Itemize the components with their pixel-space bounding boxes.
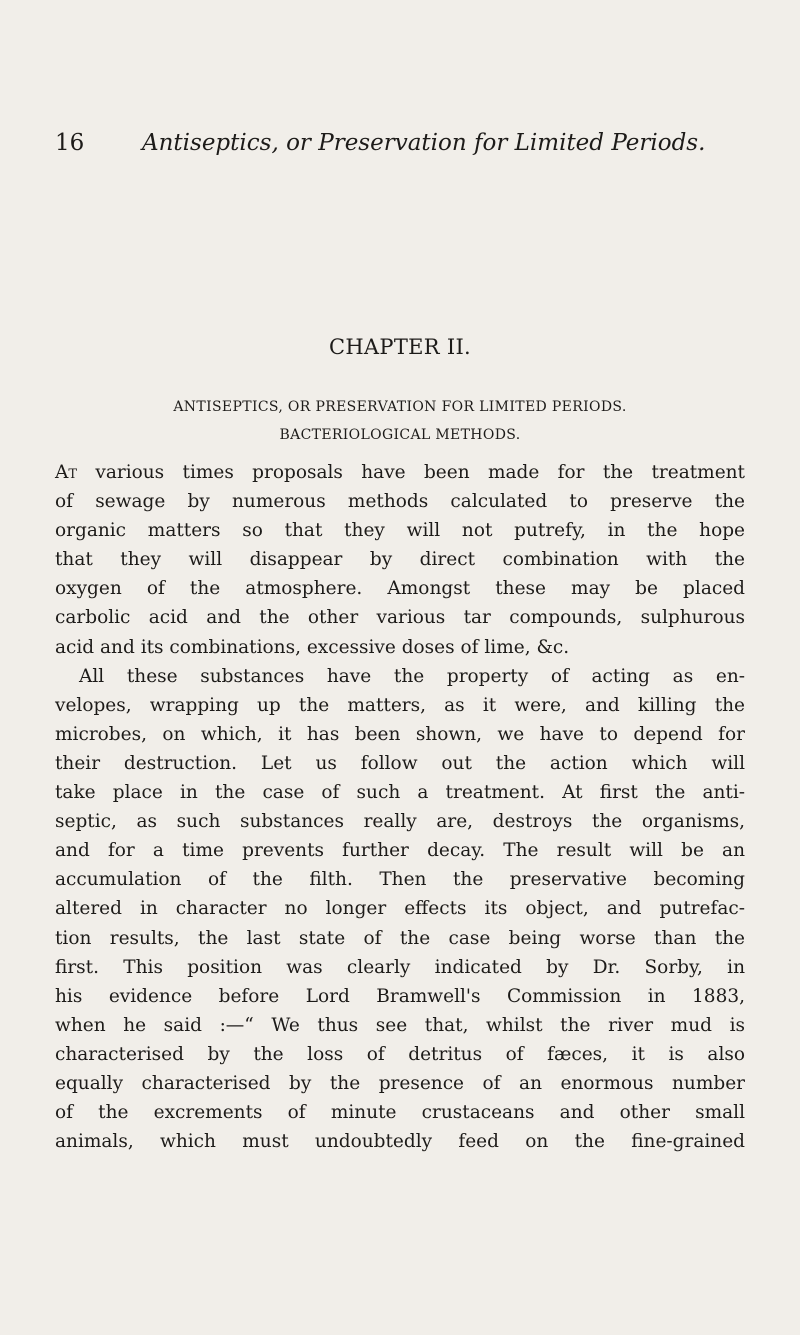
text-line: velopes, wrapping up the matters, as it were, and killing the	[55, 694, 745, 716]
chapter-title: CHAPTER II.	[328, 335, 472, 359]
text-line: microbes, on which, it has been shown, we have to depend for	[55, 723, 745, 745]
text-line: when he said :—“ We thus see that, whilst the river mud is	[55, 1014, 745, 1036]
opening-line-text: various times proposals have been made for the treatment	[77, 462, 745, 483]
text-line: accumulation of the filth. Then the preservative becoming	[55, 869, 745, 891]
text-line: organic matters so that they will not putrefy, in the hope	[55, 520, 745, 542]
text-line: carbolic acid and the other various tar compounds, sulphurous	[55, 607, 745, 629]
text-line: acid and its combinations, excessive doses of lime, &c.	[55, 636, 570, 658]
text-line: equally characterised by the presence of an enormous number	[55, 1072, 745, 1094]
text-line: of sewage by numerous methods calculated to preserve the	[55, 491, 745, 513]
chapter-subtitle-line: BACTERIOLOGICAL METHODS.	[279, 427, 521, 443]
chapter-subtitle	[0, 393, 800, 449]
page-number: 16	[55, 130, 85, 156]
text-line	[55, 458, 745, 487]
text-line: septic, as such substances really are, destroys the organisms,	[55, 811, 745, 833]
text-line: and for a time prevents further decay. The result will be an	[55, 840, 745, 862]
text-line: first. This position was clearly indicated by Dr. Sorby, in	[55, 956, 745, 978]
chapter-subtitle-line: ANTISEPTICS, OR PRESERVATION FOR LIMITED PERIODS.	[173, 399, 627, 415]
text-line: their destruction. Let us follow out the action which will	[55, 752, 745, 774]
running-header	[55, 130, 745, 164]
running-title: Antiseptics, or Preservation for Limited Periods.	[142, 130, 706, 156]
text-line: altered in character no longer effects its object, and putrefac-	[55, 898, 745, 920]
text-line: oxygen of the atmosphere. Amongst these may be placed	[55, 578, 745, 600]
text-line: take place in the case of such a treatment. At first the anti-	[55, 782, 745, 804]
body-text	[55, 458, 745, 1156]
text-line: of the excrements of minute crustaceans and other small	[55, 1102, 745, 1124]
opening-small-caps: At	[55, 462, 78, 483]
text-line: All these substances have the property of acting as en-	[79, 665, 745, 687]
text-line: that they will disappear by direct combination with the	[55, 549, 745, 571]
text-line: tion results, the last state of the case being worse than the	[55, 927, 745, 949]
text-line: animals, which must undoubtedly feed on the fine-grained	[55, 1131, 745, 1153]
text-line: his evidence before Lord Bramwell's Commission in 1883,	[55, 985, 745, 1007]
text-line: characterised by the loss of detritus of fæces, it is also	[55, 1043, 745, 1065]
